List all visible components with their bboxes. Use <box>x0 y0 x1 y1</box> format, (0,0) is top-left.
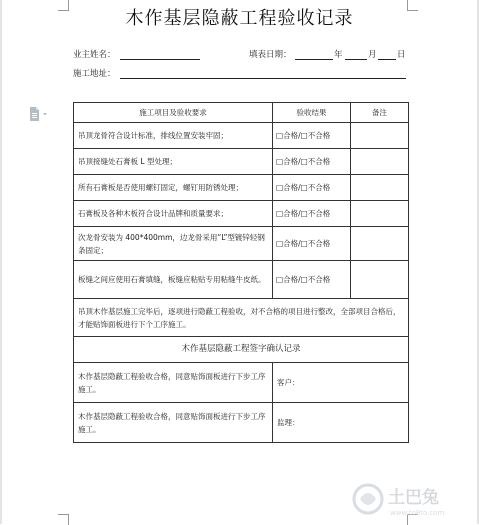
watermark-text: 土巴兔 <box>388 488 439 508</box>
owner-name-label: 业主姓名： <box>73 50 116 60</box>
row-item: 板缝之间应使用石膏填缝，板缝应粘贴专用粘缝牛皮纸。 <box>74 261 273 299</box>
watermark-logo-icon <box>350 479 478 519</box>
summary-note: 吊顶木作基层施工完毕后，逐项进行隐蔽工程验收，对不合格的项目进行整改，全部项目合格后，才能贴饰面板进行下个工序施工。 <box>74 299 409 337</box>
table-row <box>74 123 409 149</box>
document-icon[interactable] <box>29 106 49 120</box>
row-item: 次龙骨安装为 400*400mm，边龙骨采用“L”型镀锌轻钢条固定； <box>74 227 273 261</box>
fill-date-day-field[interactable] <box>378 59 396 60</box>
table-row <box>74 227 409 261</box>
row-note[interactable] <box>351 227 409 261</box>
fill-date-label: 填表日期： <box>249 50 292 60</box>
column-header-note: 备注 <box>351 103 409 123</box>
dropdown-arrow-icon <box>43 113 47 116</box>
row-item: 吊顶接缝处石膏板 L 型处理； <box>74 149 273 175</box>
page-left-edge <box>0 0 2 524</box>
column-header-item: 施工项目及验收要求 <box>74 103 273 123</box>
signoff-customer-field[interactable]: 客户： <box>273 363 409 403</box>
signoff-row <box>74 403 409 443</box>
watermark-graphic <box>350 479 478 519</box>
owner-name-field[interactable] <box>120 59 200 60</box>
row-result-checkboxes[interactable]: □合格/□不合格 <box>273 227 351 261</box>
table-row <box>74 149 409 175</box>
year-label: 年 <box>334 50 343 60</box>
row-item: 吊顶龙骨符合设计标准，排线位置安装牢固； <box>74 123 273 149</box>
signoff-section-title: 木作基层隐蔽工程签字确认记录 <box>74 337 409 363</box>
row-result-checkboxes[interactable]: □合格/□不合格 <box>273 149 351 175</box>
crop-mark-bottom-left <box>58 514 69 525</box>
row-note[interactable] <box>351 175 409 201</box>
day-label: 日 <box>397 50 406 60</box>
row-result-checkboxes[interactable]: □合格/□不合格 <box>273 201 351 227</box>
watermark-subtext: www.to8to.com <box>390 509 445 517</box>
row-result-checkboxes[interactable]: □合格/□不合格 <box>273 175 351 201</box>
acceptance-table <box>73 102 409 443</box>
address-field[interactable] <box>120 78 406 79</box>
fill-date-month-field[interactable] <box>345 59 367 60</box>
row-note[interactable] <box>351 261 409 299</box>
table-row <box>74 261 409 299</box>
month-label: 月 <box>368 50 377 60</box>
signoff-statement: 木作基层隐蔽工程验收合格，同意贴饰面板进行下步工序施工。 <box>74 363 273 403</box>
row-result-checkboxes[interactable]: □合格/□不合格 <box>273 123 351 149</box>
signoff-supervisor-field[interactable]: 监理： <box>273 403 409 443</box>
row-note[interactable] <box>351 149 409 175</box>
table-header-row <box>74 103 409 123</box>
signoff-statement: 木作基层隐蔽工程验收合格，同意贴饰面板进行下步工序施工。 <box>74 403 273 443</box>
summary-note-row <box>74 299 409 337</box>
document-title: 木作基层隐蔽工程验收记录 <box>125 8 354 29</box>
document-icon-graphic <box>29 107 49 121</box>
row-item: 石膏板及各种木板符合设计品牌和质量要求； <box>74 201 273 227</box>
column-header-result: 验收结果 <box>273 103 351 123</box>
fill-date-year-field[interactable] <box>295 59 333 60</box>
section-title-row <box>74 337 409 363</box>
address-label: 施工地址： <box>73 69 116 79</box>
row-result-checkboxes[interactable]: □合格/□不合格 <box>273 261 351 299</box>
row-note[interactable] <box>351 201 409 227</box>
signoff-row <box>74 363 409 403</box>
row-note[interactable] <box>351 123 409 149</box>
row-item: 所有石膏板是否使用螺钉固定，螺钉用防锈处理； <box>74 175 273 201</box>
table-row <box>74 201 409 227</box>
table-row <box>74 175 409 201</box>
